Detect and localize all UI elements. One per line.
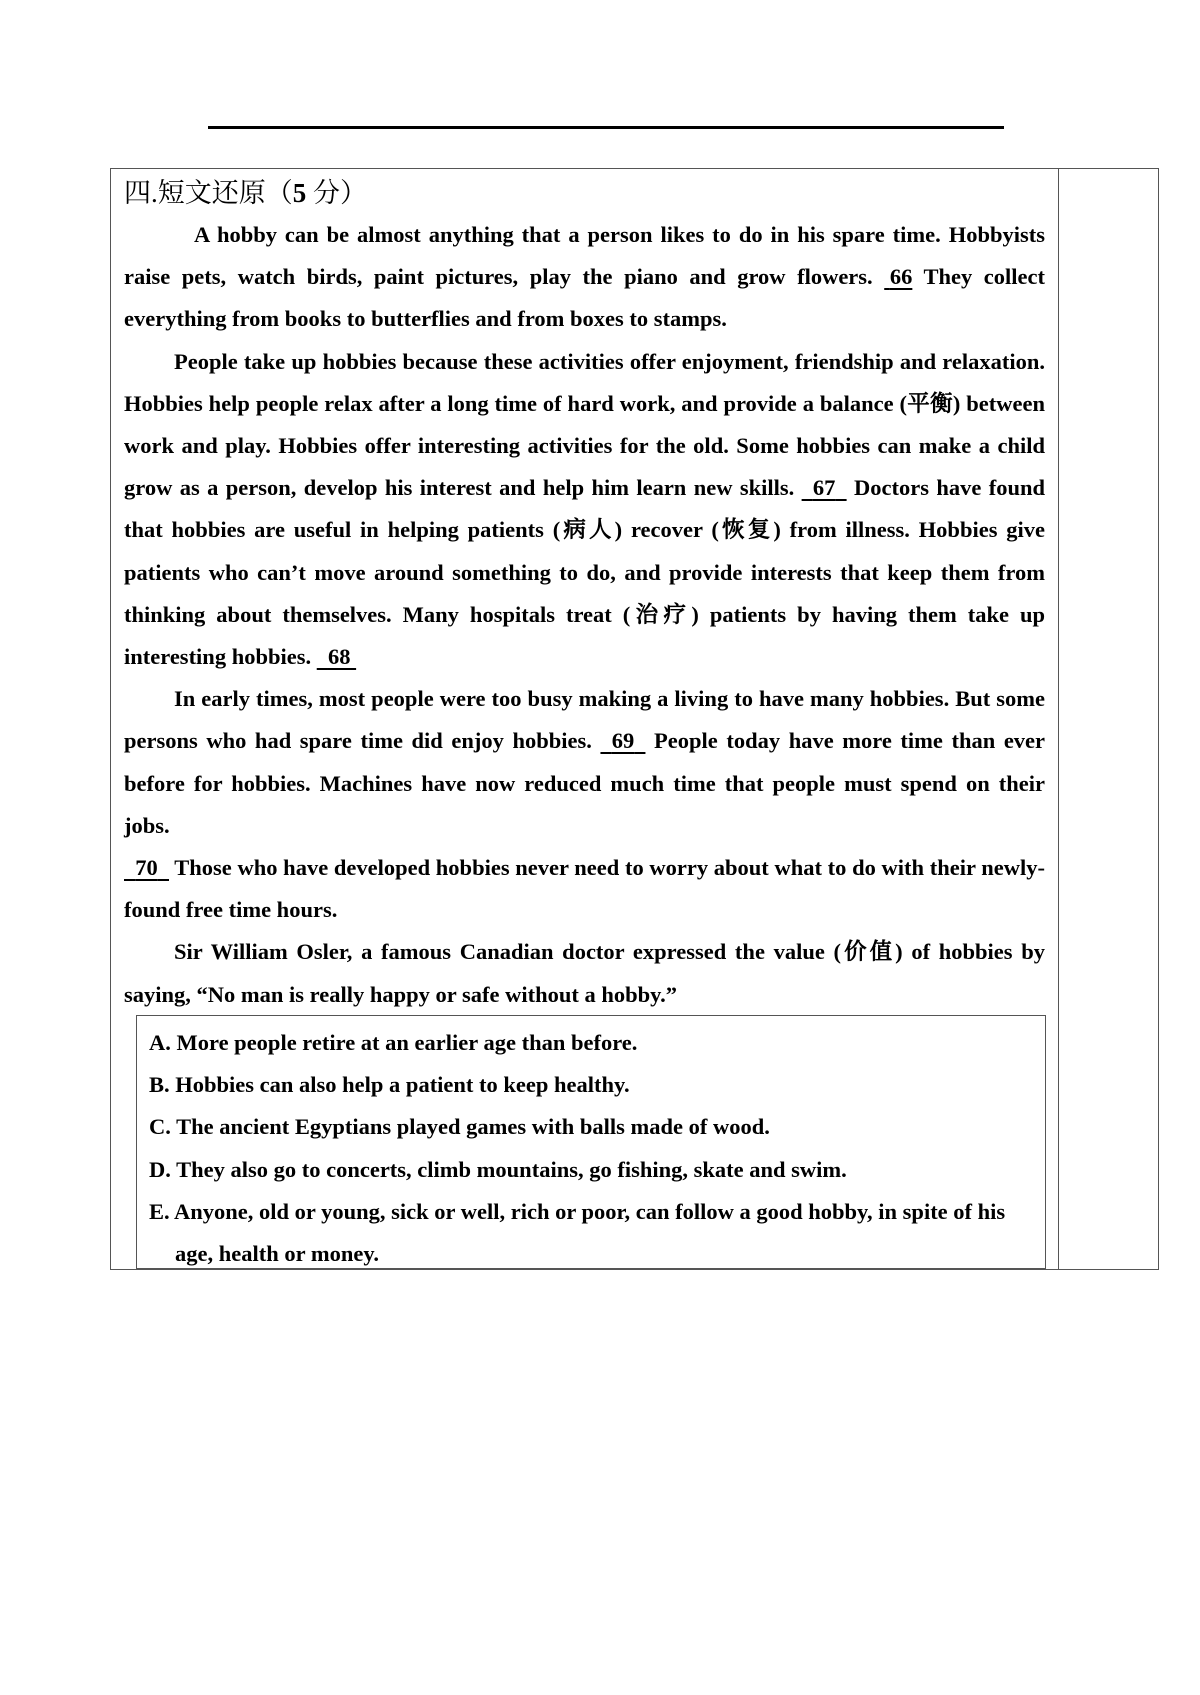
option-d: D. They also go to concerts, climb mountains, go fishing, skate and swim. [149,1156,847,1182]
section-title [124,174,1045,214]
title-points: 5 [292,178,307,208]
paragraph-4 [124,847,1045,931]
p2-text-a: People take up hobbies because these activities offer enjoyment, friendship and relaxation. Hobbies help people relax after a long time of hard work, and provide a balance (平衡) between work and play. Hobbies offer interesting activities for the old. Some hobbies can make a child grow as a person, develop his interest and help him learn new skills. [124,348,1045,501]
paragraph-5 [124,931,1045,1015]
p2-text-b: Doctors have found that hobbies are useful in helping patients (病人) recover (恢复) from illness. Hobbies give patients who can’t move around something to do, and provide interests that keep them from thinking about themselves. Many hospitals treat (治疗) patients by having them take up interesting hobbies. [124,475,1045,670]
p5-text: Sir William Osler, a famous Canadian doctor expressed the value (价值) of hobbies by saying, “No man is really happy or safe without a hobby.” [124,939,1045,1007]
option-b: B. Hobbies can also help a patient to keep healthy. [149,1072,630,1098]
paragraph-2 [124,341,1045,679]
p1-text-a: A hobby can be almost anything that a person likes to do in his spare time. Hobbyists raise pets, watch birds, paint pictures, play the piano and grow flowers. [124,222,1045,290]
blank-68[interactable] [317,636,356,678]
option-c: C. The ancient Egyptians played games with balls made of wood. [149,1114,770,1140]
blank-66[interactable] [884,256,912,298]
p3-text-a: In early times, most people were too busy making a living to have many hobbies. But some persons who had spare time did enjoy hobbies. [124,686,1045,754]
p3-text-b: People today have more time than ever before for hobbies. Machines have now reduced much time that people must spend on their jobs. [124,728,1046,838]
header-rule [208,126,1004,129]
paragraph-1 [124,214,1045,341]
blank-69-number: 69 [611,728,635,754]
blank-67[interactable] [802,467,847,509]
blank-69[interactable] [600,720,645,762]
p1-text-b: They collect everything from books to butterflies and from boxes to stamps. [124,264,1045,332]
options-box [136,1015,1046,1269]
option-a: A. More people retire at an earlier age than before. [149,1030,638,1055]
blank-70[interactable] [124,847,169,889]
paragraph-3 [124,678,1045,847]
blank-67-number: 67 [812,475,836,501]
title-prefix: 四.短文还原（ [124,178,293,208]
score-column-divider [1058,168,1059,1270]
blank-66-number: 66 [889,264,913,290]
p4-text: Those who have developed hobbies never need to worry about what to do with their newly-found free time hours. [124,855,1045,923]
title-suffix: 分） [306,178,367,208]
blank-70-number: 70 [135,855,158,881]
option-e: E. Anyone, old or young, sick or well, rich or poor, can follow a good hobby, in spite of his age, health or money. [149,1198,1006,1267]
passage-area [124,174,1045,1016]
blank-68-number: 68 [327,644,351,670]
